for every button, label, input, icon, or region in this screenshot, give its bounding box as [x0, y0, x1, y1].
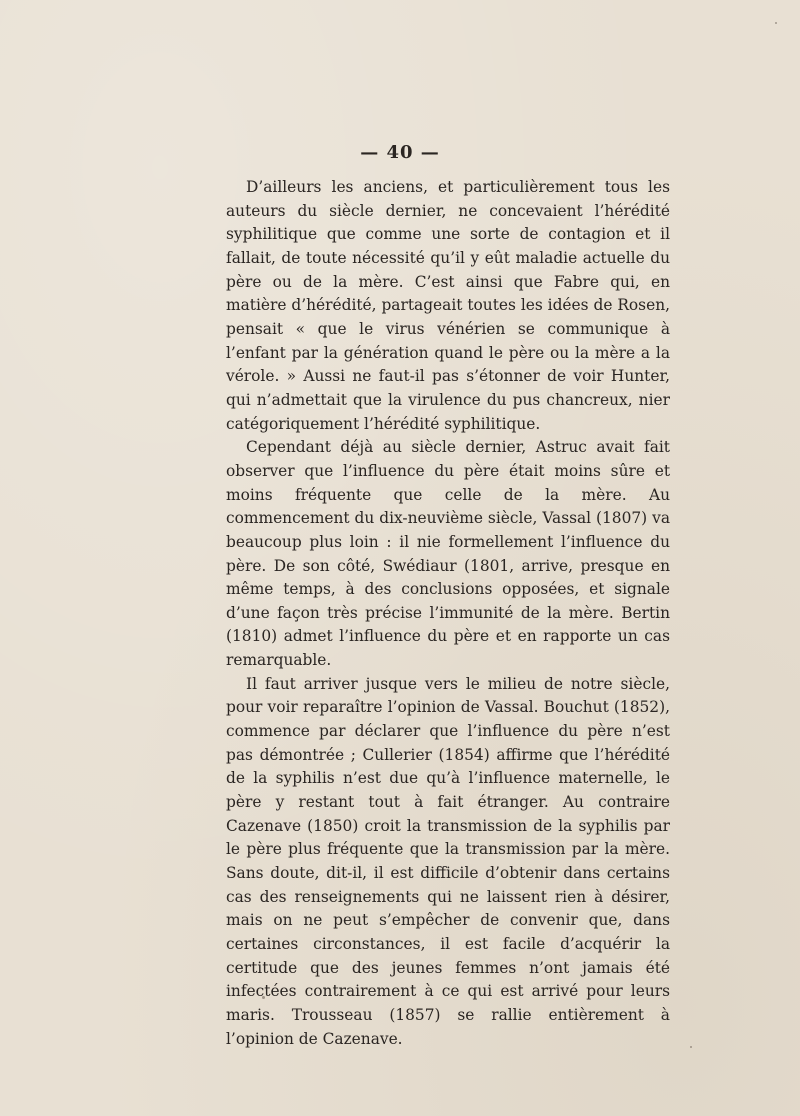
paragraph-1: D’ailleurs les anciens, et particulièrement tous les auteurs du siècle dernier, ne concevaient l’hérédité syphilitique que comme une sorte de contagion et il fallait, de toute nécessité qu’il y eût maladie actuelle du père ou de la mère. C’est ainsi que Fabre qui, en matière d’hérédité, partageait toutes les idées de Rosen, pensait « que le virus vénérien se communique à l’enfant par la génération quand le père ou la mère a la vérole. » Aussi ne faut-il pas s’étonner de voir Hunter, qui n’admettait que la virulence du pus chancreux, nier catégoriquement l’hérédité syphilitique.	[226, 178, 670, 433]
page-number: — 40 —	[360, 142, 440, 163]
paper-speck	[262, 996, 265, 999]
paragraph-3: Il faut arriver jusque vers le milieu de notre siècle, pour voir reparaître l’opinion de Vassal. Bouchut (1852), commence par déclarer que l’influence du père n’est pas démontrée ; Cullerier (1854) affirme que l’hérédité de la syphilis n’est due qu’à l’influence maternelle, le père y restant tout à fait étranger. Au contraire Cazenave (1850) croit la transmission de la syphilis par le père plus fréquente que la transmission par la mère. Sans doute, dit-il, il est difficile d’obtenir dans certains cas des renseignements qui ne laissent rien à désirer, mais on ne peut s’empêcher de convenir que, dans certaines circonstances, il est facile d’acquérir la certitude que des jeunes femmes n’ont jamais été infectées contrairement à ce qui est arrivé pour leurs maris. Trousseau (1857) se rallie entièrement à l’opinion de Cazenave.	[226, 674, 670, 1048]
paper-speck	[775, 22, 777, 24]
body-text	[226, 176, 670, 1051]
paper-speck	[690, 1046, 692, 1048]
paragraph-2: Cependant déjà au siècle dernier, Astruc avait fait observer que l’influence du père était moins sûre et moins fréquente que celle de la mère. Au commencement du dix-neuvième siècle, Vassal (1807) va beaucoup plus loin : il nie formellement l’influence du père. De son côté, Swédiaur (1801, arrive, presque en même temps, à des conclusions opposées, et signale d’une façon très précise l’immunité de la mère. Bertin (1810) admet l’influence du père et en rapporte un cas remarquable.	[226, 438, 670, 670]
